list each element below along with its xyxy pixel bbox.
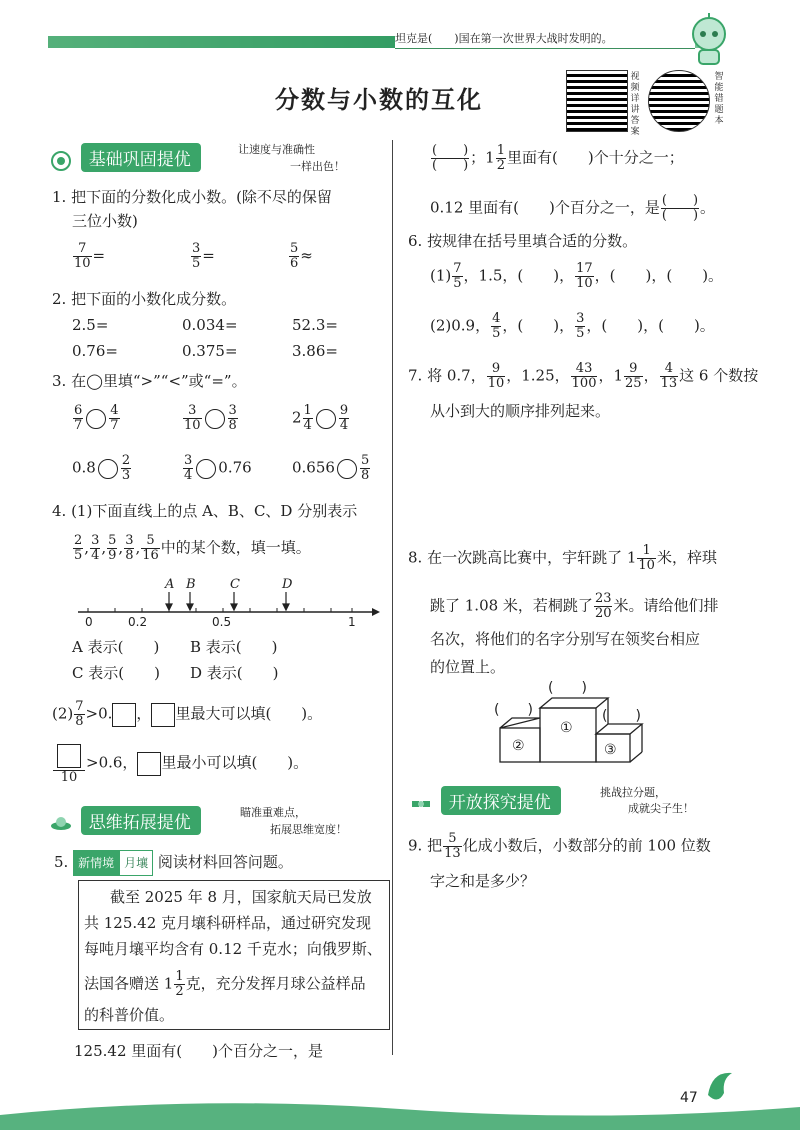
- q8-text3: 名次，将他们的名字分别写在领奖台相应: [430, 630, 701, 648]
- header-tip-text: 坦克是( )国在第一次世界大战时发明的。: [395, 32, 613, 45]
- qr-code-icon: [566, 70, 628, 132]
- q2-text: 2. 把下面的小数化成分数。: [52, 290, 237, 308]
- answer-box[interactable]: [151, 703, 175, 727]
- q8-text2: 跳了 1.08 米，若桐跳了 $\frac{23}{20}$ 米。请给他们排: [430, 591, 719, 621]
- section-basic-title: 基础巩固提优: [81, 143, 201, 172]
- fraction: $\frac{4}{5}$: [492, 311, 501, 341]
- fraction: $\frac{5}{16}$: [142, 533, 159, 563]
- satellite-icon: [410, 793, 432, 815]
- q2-item: 0.034=: [182, 316, 238, 334]
- fraction: 10: [53, 742, 85, 785]
- section-open: [410, 786, 561, 814]
- answer-circle[interactable]: [337, 459, 357, 479]
- q4-part3: 10 >0.6， 里最小可以填( )。: [52, 742, 308, 785]
- fraction: $\frac{17}{10}$: [576, 261, 593, 291]
- fraction: $\frac{9}{25}$: [625, 361, 642, 391]
- answer-circle[interactable]: [205, 409, 225, 429]
- q5-header: 5. 新情境 月壤 阅读材料回答问题。: [54, 850, 293, 876]
- fraction: $\frac{3}{10}$: [184, 403, 201, 433]
- fraction: $\frac{1}{10}$: [638, 543, 655, 573]
- fraction: $\frac{23}{20}$: [594, 591, 612, 621]
- fraction: $\frac{43}{100}$: [571, 361, 597, 391]
- answer-box[interactable]: [137, 752, 161, 776]
- fraction: $\frac{9}{4}$: [339, 403, 349, 433]
- fraction: $\frac{6}{7}$: [74, 403, 83, 433]
- number-line: [72, 572, 382, 628]
- answer-box[interactable]: [57, 744, 81, 768]
- q7-text: 7. 将 0.7， $\frac{9}{10}$ ，1.25， $\frac{43}{100}$ ，1 $\frac{9}{25}$ ， $\frac{4}{13}$ 这 6 个数按: [408, 361, 759, 391]
- podium-blank: ( ): [602, 708, 641, 724]
- q2-item: 0.375=: [182, 342, 238, 360]
- reading-line: 法国各赠送 1 $\frac{1}{2}$ 克，充分发挥月球公益样品: [84, 969, 366, 999]
- point-label: C: [230, 577, 240, 592]
- q1-item: $\frac{5}{6}$ ≈: [290, 241, 313, 271]
- q3-compare: $\frac{3}{4}$ 0.76: [184, 453, 252, 483]
- fraction: $\frac{7}{8}$: [75, 699, 84, 729]
- section-open-title: 开放探究提优: [441, 786, 561, 815]
- podium-blank: ( ): [494, 702, 533, 718]
- tick-label: 1: [348, 615, 356, 628]
- q1-text2: 三位小数): [72, 212, 138, 230]
- podium-diagram: [490, 680, 660, 770]
- q8-text4: 的位置上。: [430, 658, 506, 676]
- answer-circle[interactable]: [196, 459, 216, 479]
- q5-question-line: 125.42 里面有( )个百分之一，是: [74, 1042, 323, 1060]
- fraction: $\frac{1}{2}$: [496, 143, 505, 173]
- point-label: D: [282, 577, 293, 592]
- reading-line: 共 125.42 克月壤科研样品，通过研究发现: [84, 914, 372, 932]
- q6-text: 6. 按规律在括号里填合适的分数。: [408, 232, 638, 250]
- q1-item: $\frac{3}{5}$ =: [192, 241, 215, 271]
- q3-compare: 2 $\frac{1}{4}$ $\frac{9}{4}$: [292, 403, 349, 433]
- q6-1: (1) $\frac{7}{5}$ ，1.5，( )， $\frac{17}{10}$ ，( )，( )。: [430, 261, 724, 291]
- answer-box[interactable]: [112, 703, 136, 727]
- qr-code-icon: [648, 70, 710, 132]
- q4-answer-c: C 表示( ): [72, 664, 160, 682]
- section-basic-note1: 让速度与准确性: [238, 143, 315, 156]
- reading-line: 的科普价值。: [84, 1006, 175, 1024]
- answer-circle[interactable]: [86, 409, 106, 429]
- fraction: $\frac{3}{4}$: [91, 533, 100, 563]
- fraction: $\frac{3}{4}$: [184, 453, 193, 483]
- podium-label: ①: [560, 720, 573, 736]
- podium-label: ③: [604, 742, 617, 758]
- column-divider: [392, 140, 393, 1055]
- q4-text: 4. (1)下面直线上的点 A、B、C、D 分别表示: [52, 502, 358, 520]
- q7-text2: 从小到大的顺序排列起来。: [430, 402, 611, 420]
- fraction: $\frac{1}{4}$: [303, 403, 312, 433]
- section-basic-note2: 一样出色！: [290, 160, 345, 173]
- fraction: $\frac{4}{7}$: [110, 403, 119, 433]
- fraction: $\frac{5}{6}$: [290, 241, 299, 271]
- q4-answer-b: B 表示( ): [190, 638, 278, 656]
- tick-label: 0.5: [212, 615, 232, 628]
- q8-text1: 8. 在一次跳高比赛中，宇轩跳了 1 $\frac{1}{10}$ 米，梓琪: [408, 543, 717, 573]
- point-label: A: [165, 577, 175, 592]
- robot-mascot-icon: [685, 12, 733, 68]
- q4-fractions: $\frac{2}{5}$ , $\frac{3}{4}$ , $\frac{5}{9}$ , $\frac{3}{8}$ , $\frac{5}{16}$ 中的某个数，填一填。: [74, 533, 311, 563]
- reading-line: 每吨月壤平均含有 0.12 千克水；向俄罗斯、: [84, 940, 382, 958]
- section-extend-title: 思维拓展提优: [81, 806, 201, 835]
- qr-code-video[interactable]: [566, 70, 628, 132]
- reading-line: 截至 2025 年 8 月，国家航天局已发放: [110, 888, 372, 906]
- q2-item: 0.76=: [72, 342, 118, 360]
- fraction: $\frac{3}{8}$: [228, 403, 237, 433]
- q9-text1: 9. 把 $\frac{5}{13}$ 化成小数后，小数部分的前 100 位数: [408, 831, 711, 861]
- q3-compare: [182, 404, 239, 433]
- q1-item: $\frac{7}{10}$ =: [74, 241, 106, 271]
- q2-item: 52.3=: [292, 316, 338, 334]
- fraction-blank[interactable]: $\frac{( )}{( )}$: [661, 193, 699, 223]
- qr-label-errors: 智能错题本: [714, 72, 724, 126]
- dolphin-icon: [700, 1065, 740, 1115]
- q9-text2: 字之和是多少？: [430, 872, 536, 890]
- q3-compare: 0.656 $\frac{5}{8}$: [292, 453, 370, 483]
- q4-answer-a: A 表示( ): [72, 638, 160, 656]
- fraction: $\frac{3}{8}$: [125, 533, 134, 563]
- fraction: $\frac{9}{10}$: [487, 361, 505, 391]
- target-icon: [50, 150, 72, 172]
- page-number: 47: [680, 1090, 698, 1106]
- section-extend-note1: 瞄准重难点，: [240, 806, 306, 819]
- tick-label: 0: [85, 615, 93, 628]
- tag-lunar-soil: 月壤: [119, 850, 153, 876]
- q1-text: 1. 把下面的分数化成小数。(除不尽的保留: [52, 188, 332, 206]
- q2-item: 3.86=: [292, 342, 338, 360]
- answer-circle[interactable]: [316, 409, 336, 429]
- podium-blank: ( ): [548, 680, 587, 696]
- ufo-icon: [50, 813, 72, 835]
- q3-compare: [72, 404, 121, 433]
- header-tip: [395, 30, 695, 49]
- fraction: $\frac{7}{10}$: [74, 241, 91, 271]
- section-extend: [50, 806, 201, 834]
- section-open-note1: 挑战拉分题，: [600, 786, 666, 799]
- fraction: $\frac{2}{3}$: [121, 453, 131, 483]
- q4-answer-d: D 表示( ): [190, 664, 279, 682]
- fraction: $\frac{3}{5}$: [192, 241, 201, 271]
- point-label: B: [186, 577, 196, 592]
- podium-label: ②: [512, 738, 525, 754]
- q5-cont1: $\frac{( )}{( )}$ ；1 $\frac{1}{2}$ 里面有( )个十分之一；: [432, 143, 684, 173]
- tick-label: 0.2: [128, 615, 148, 628]
- qr-label-video: 视频详讲答案: [630, 72, 640, 137]
- section-extend-note2: 拓展思维宽度！: [270, 823, 347, 836]
- fraction-blank[interactable]: $\frac{( )}{( )}$: [432, 143, 469, 173]
- answer-circle[interactable]: [98, 459, 118, 479]
- qr-code-errors[interactable]: [648, 70, 710, 132]
- q2-item: 2.5=: [72, 316, 109, 334]
- q3-text: 3. 在◯里填“>”“<”或“=”。: [52, 372, 247, 390]
- q4-part2: (2) $\frac{7}{8}$ >0. ， 里最大可以填( )。: [52, 699, 323, 729]
- q5-cont2: 0.12 里面有( )个百分之一，是 $\frac{( )}{( )}$ 。: [430, 193, 716, 223]
- section-open-note2: 成就尖子生！: [628, 802, 694, 815]
- q6-2: (2)0.9， $\frac{4}{5}$ ，( )， $\frac{3}{5}$ ，( )，( )。: [430, 311, 715, 341]
- fraction: $\frac{7}{5}$: [453, 261, 462, 291]
- fraction: $\frac{3}{5}$: [576, 311, 585, 341]
- fraction: $\frac{4}{13}$: [660, 361, 678, 391]
- tag-new-scenario: 新情境: [73, 850, 119, 876]
- fraction: $\frac{5}{9}$: [108, 533, 117, 563]
- fraction: $\frac{5}{8}$: [360, 453, 370, 483]
- fraction: $\frac{5}{13}$: [444, 831, 461, 861]
- fraction: $\frac{2}{5}$: [74, 533, 83, 563]
- q3-compare: 0.8 $\frac{2}{3}$: [72, 453, 131, 483]
- fraction: $\frac{1}{2}$: [175, 969, 184, 999]
- page-title: 分数与小数的互化: [275, 86, 483, 114]
